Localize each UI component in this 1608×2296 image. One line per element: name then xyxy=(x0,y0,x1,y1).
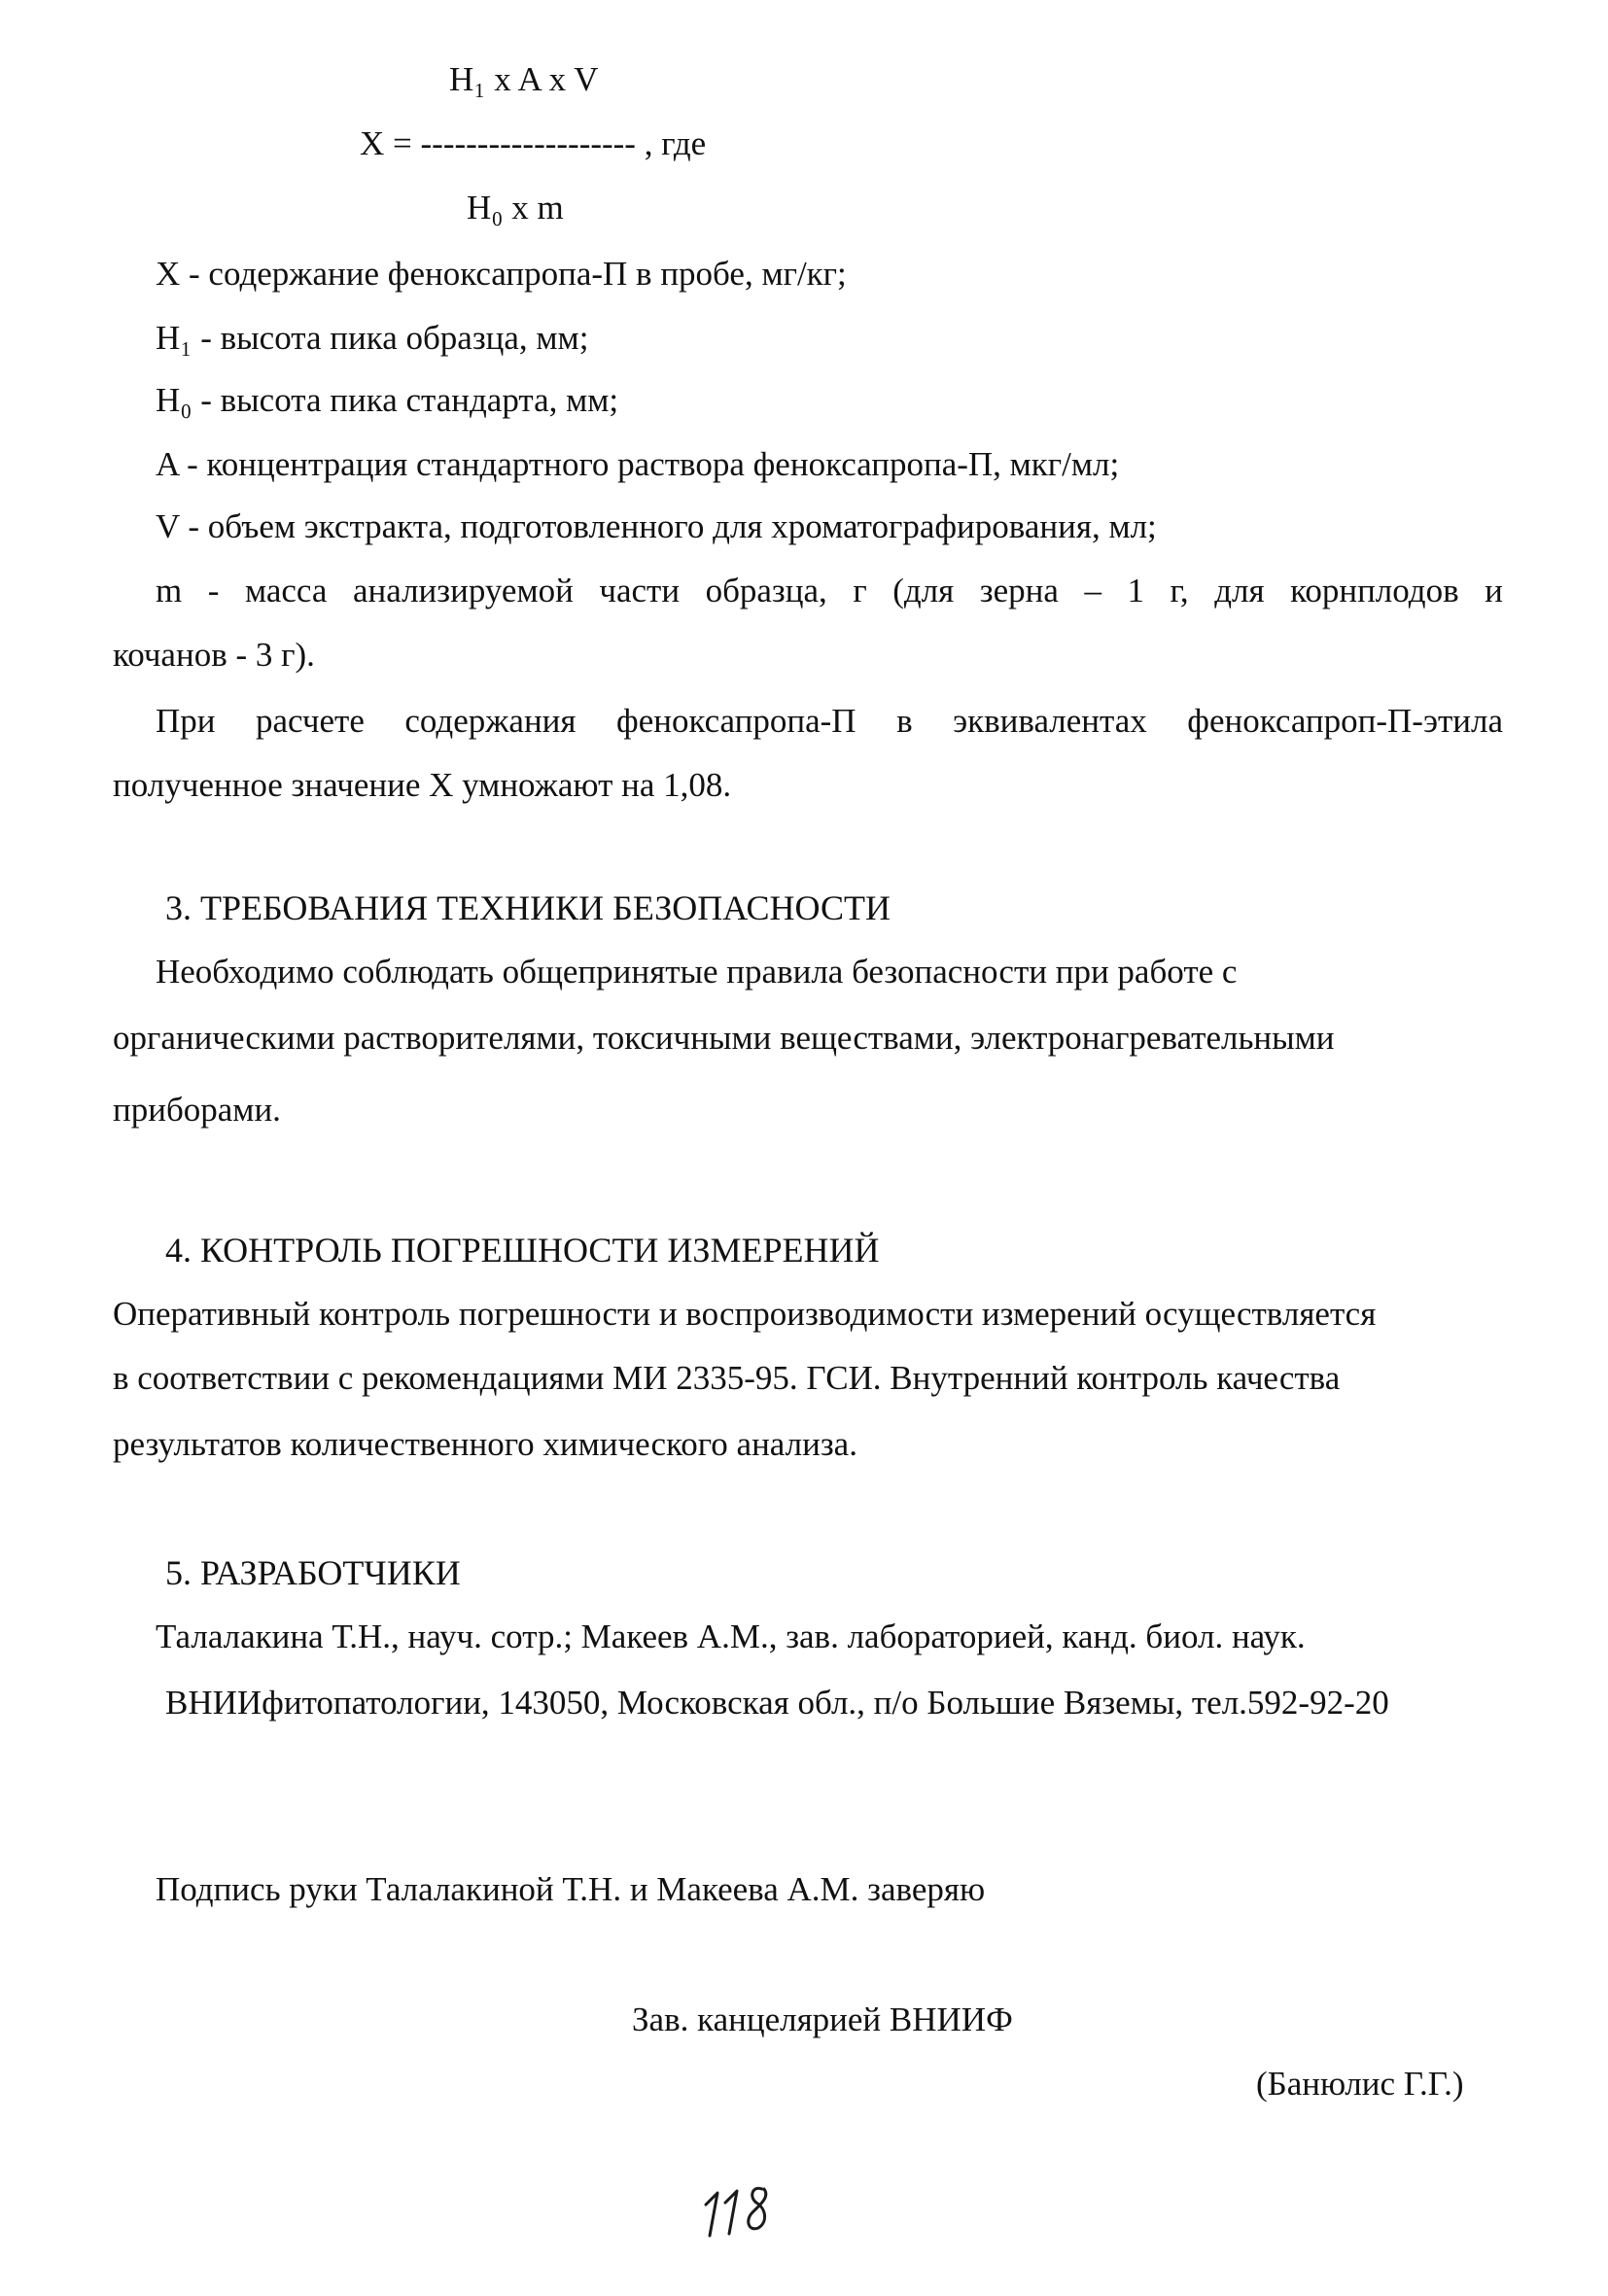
word: феноксапропа-П xyxy=(616,702,856,740)
word: эквивалентах xyxy=(953,702,1147,740)
definition-m-line1 xyxy=(156,574,1503,608)
section-3-line2: органическими растворителями, токсичными веществами, электронагревательными xyxy=(113,1019,1335,1057)
signatory-name: (Банюлис Г.Г.) xyxy=(1256,2065,1464,2103)
word: – xyxy=(1084,572,1101,609)
formula-lhs: X = ------------------- , где xyxy=(360,124,707,162)
word: и xyxy=(1485,572,1503,609)
recalc-line2: полученное значение X умножают на 1,08. xyxy=(113,766,732,804)
word: образца, xyxy=(705,572,827,609)
section-3-line3: приборами. xyxy=(113,1091,281,1129)
section-3-title: 3. ТРЕБОВАНИЯ ТЕХНИКИ БЕЗОПАСНОСТИ xyxy=(165,888,891,927)
word: части xyxy=(599,572,681,609)
word: корнплодов xyxy=(1290,572,1459,609)
section-4-line2: в соответствии с рекомендациями МИ 2335-95. ГСИ. Внутренний контроль качества xyxy=(113,1359,1341,1397)
word: г xyxy=(853,572,867,609)
word: феноксапроп-П-этила xyxy=(1187,702,1503,740)
word: содержания xyxy=(404,702,577,740)
section-5-line2: ВНИИфитопатологии, 143050, Московская обл., п/о Большие Вяземы, тел.592-92-20 xyxy=(165,1684,1389,1722)
definition-x: X - содержание феноксапропа-П в пробе, мг/кг; xyxy=(156,255,847,293)
word: - xyxy=(207,572,220,609)
section-3-line1: Необходимо соблюдать общепринятые правила безопасности при работе с xyxy=(156,953,1238,991)
definition-h1: H₁ - высота пика образца, мм; xyxy=(156,319,589,357)
formula-numerator: H₁ x A x V xyxy=(449,60,599,98)
formula-denominator: H₀ x m xyxy=(467,189,564,226)
word: зерна xyxy=(979,572,1059,609)
word: анализируемой xyxy=(352,572,574,609)
office-head: Зав. канцелярией ВНИИФ xyxy=(632,2000,1013,2038)
handwritten-page-number xyxy=(698,2168,786,2245)
word: 1 xyxy=(1127,572,1144,609)
recalc-line1 xyxy=(156,704,1503,738)
definition-h0: H₀ - высота пика стандарта, мм; xyxy=(156,381,619,419)
definition-v: V - объем экстракта, подготовленного для хроматографирования, мл; xyxy=(156,507,1157,545)
word: для xyxy=(1214,572,1265,609)
word: в xyxy=(896,702,913,740)
word: масса xyxy=(244,572,328,609)
section-4-line3: результатов количественного химического анализа. xyxy=(113,1425,857,1463)
word: При xyxy=(156,702,216,740)
word: m xyxy=(156,572,183,609)
word: расчете xyxy=(256,702,365,740)
section-4-title: 4. КОНТРОЛЬ ПОГРЕШНОСТИ ИЗМЕРЕНИЙ xyxy=(165,1231,880,1270)
definition-a: A - концентрация стандартного раствора феноксапропа-П, мкг/мл; xyxy=(156,445,1120,483)
section-5-title: 5. РАЗРАБОТЧИКИ xyxy=(165,1553,461,1592)
section-4-line1: Оперативный контроль погрешности и воспроизводимости измерений осуществляется xyxy=(113,1295,1377,1333)
word: (для xyxy=(892,572,955,609)
definition-m-line2: кочанов - 3 г). xyxy=(113,636,315,674)
certification-line: Подпись руки Талалакиной Т.Н. и Макеева А.М. заверяю xyxy=(156,1870,986,1908)
section-5-line1: Талалакина Т.Н., науч. сотр.; Макеев А.М., зав. лабораторией, канд. биол. наук. xyxy=(156,1618,1306,1655)
word: г, xyxy=(1170,572,1189,609)
